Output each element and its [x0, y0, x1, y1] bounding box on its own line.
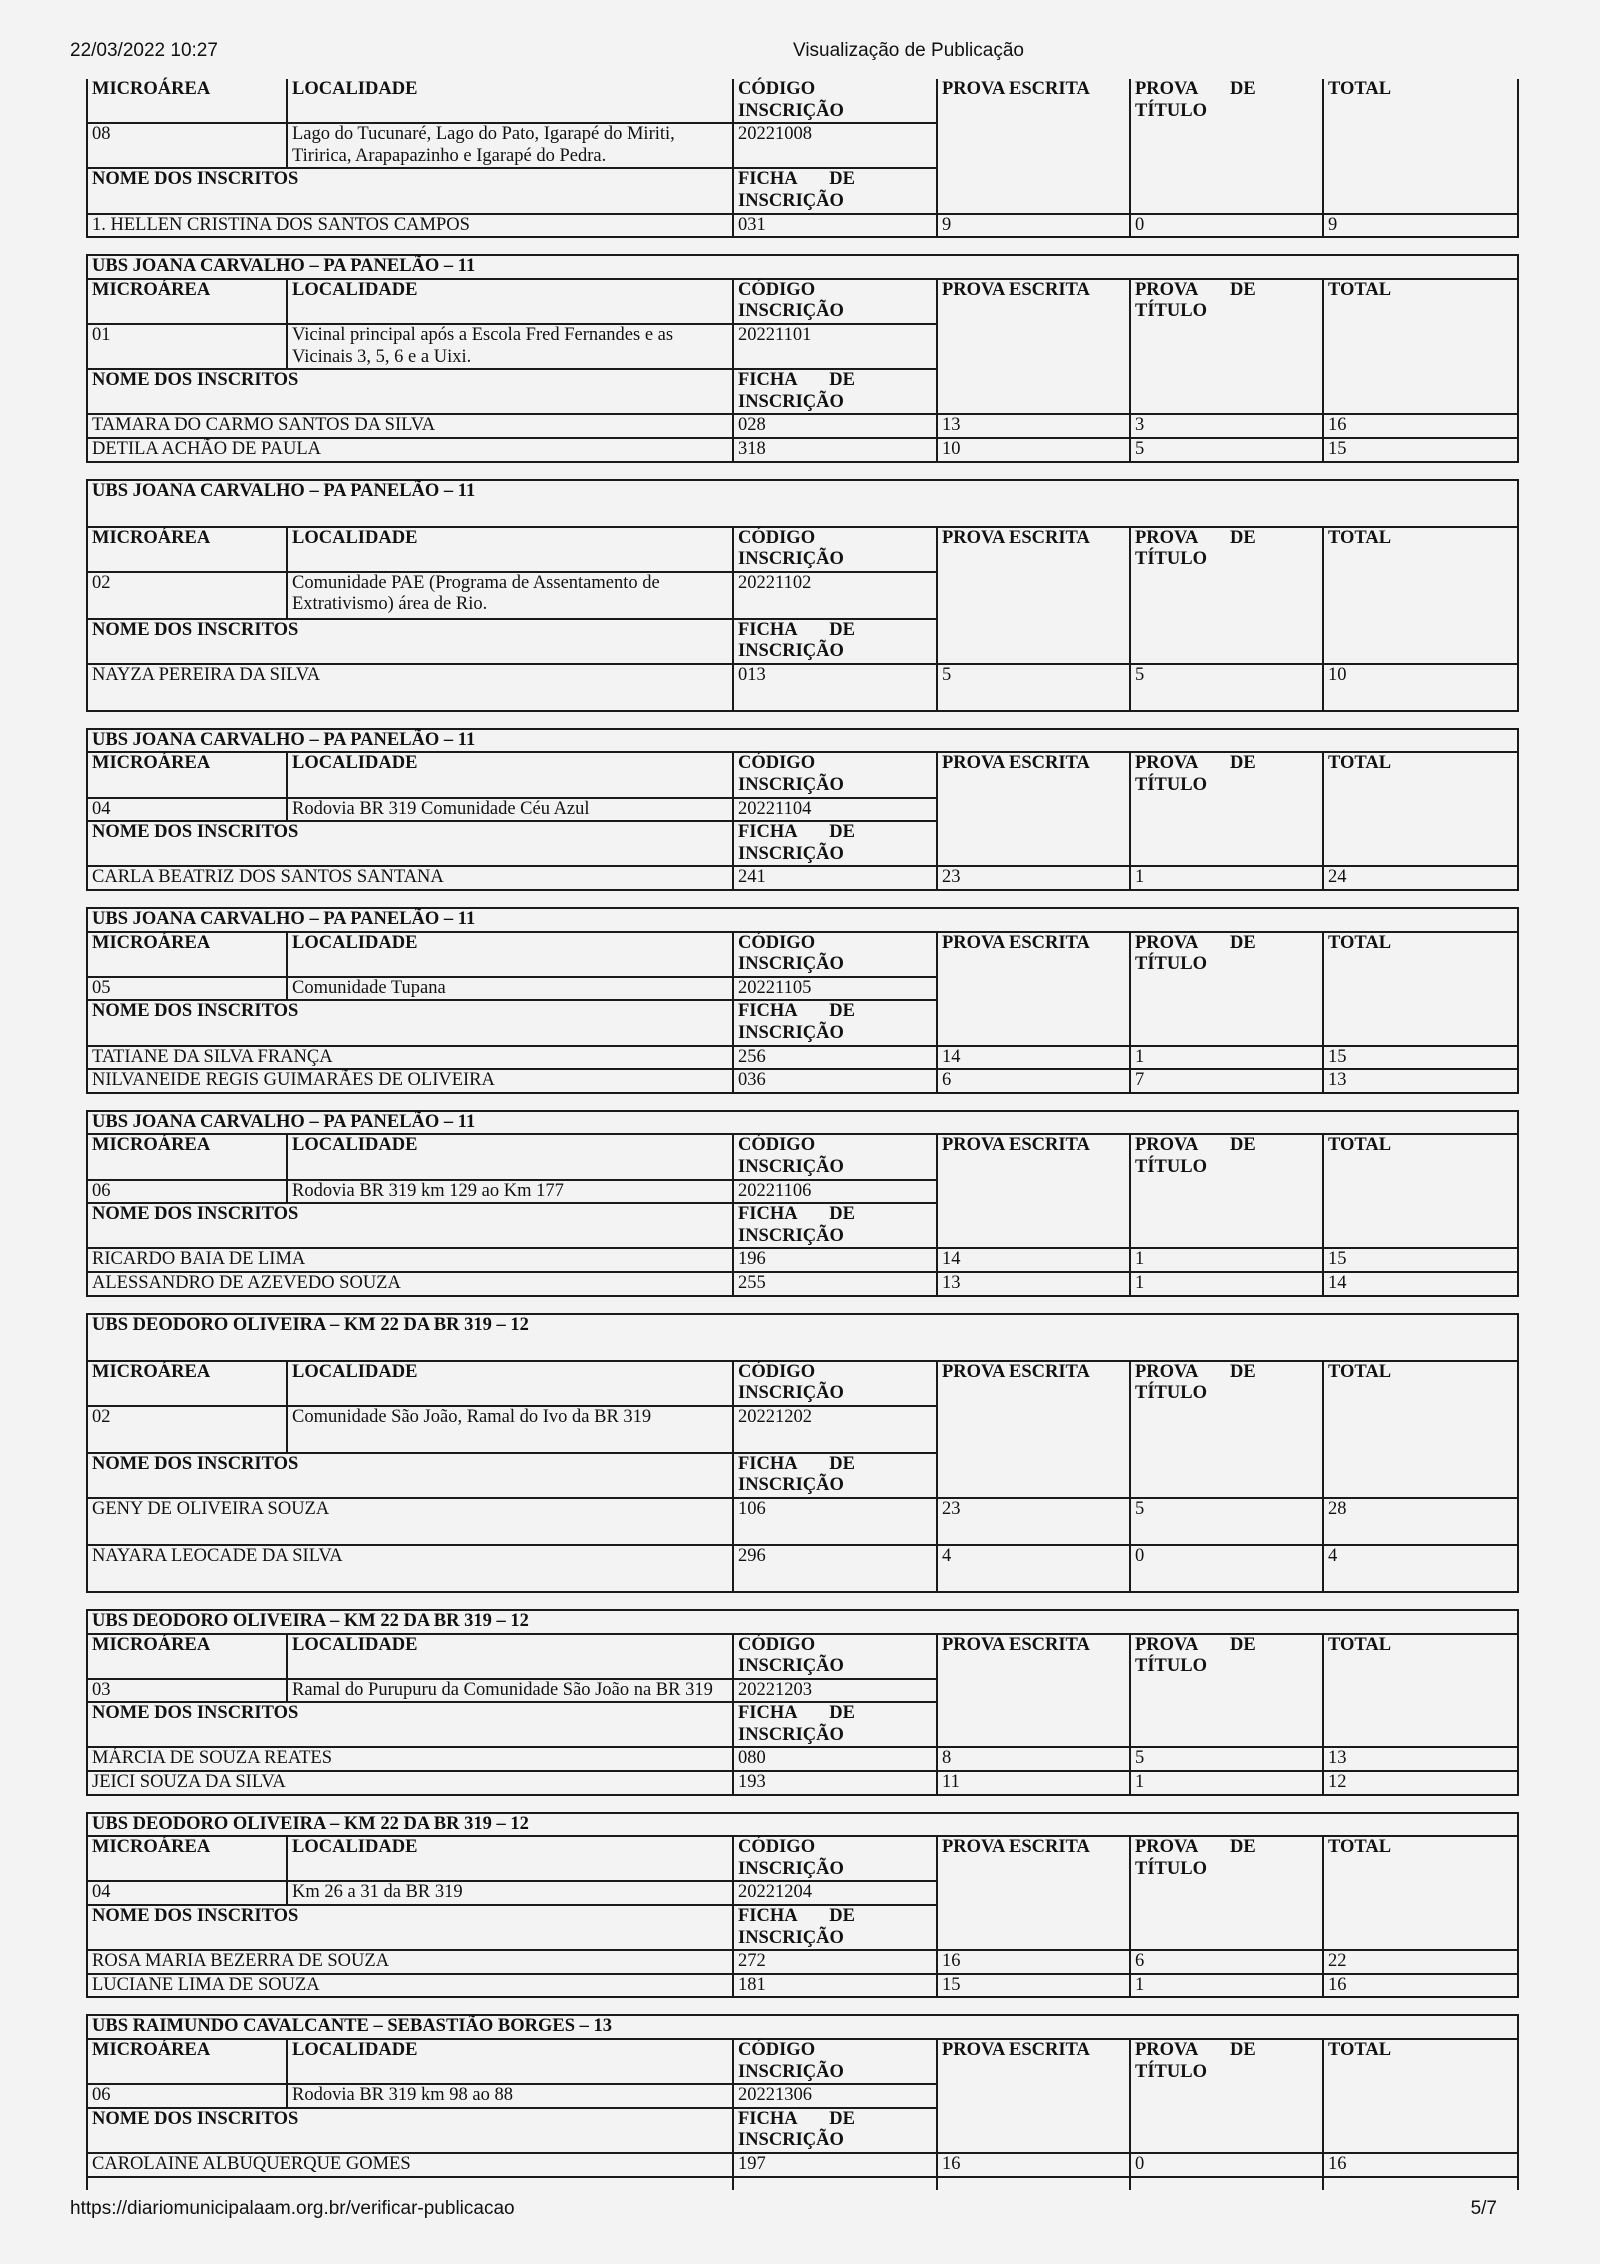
header-localidade: LOCALIDADE [287, 932, 733, 977]
column-header-row [87, 752, 1518, 797]
total-value: 28 [1323, 1498, 1518, 1545]
header-nome: NOME DOS INSCRITOS [87, 1000, 733, 1045]
ficha-value: 106 [733, 1498, 937, 1545]
header-total: TOTAL [1323, 752, 1518, 866]
results-document [86, 79, 1517, 2190]
prova-titulo-value: 0 [1130, 214, 1323, 238]
column-header-row [87, 1134, 1518, 1179]
ubs-title: UBS JOANA CARVALHO – PA PANELÃO – 11 [87, 480, 1518, 527]
table-row [87, 414, 1518, 438]
codigo-value: 20221203 [733, 1679, 937, 1703]
header-ficha: FICHA DE INSCRIÇÃO [733, 2108, 937, 2153]
prova-escrita-value: 8 [937, 1747, 1130, 1771]
codigo-value: 20221104 [733, 798, 937, 822]
total-value: 15 [1323, 1046, 1518, 1070]
column-header-row [87, 1361, 1518, 1406]
candidate-name: LUCIANE LIMA DE SOUZA [87, 1974, 733, 1998]
prova-titulo-value: 1 [1130, 1272, 1323, 1296]
header-microarea: MICROÁREA [87, 527, 287, 572]
prova-titulo-value: 1 [1130, 1771, 1323, 1795]
candidate-name: NAYARA LEOCADE DA SILVA [87, 1545, 733, 1592]
candidate-name: 1. HELLEN CRISTINA DOS SANTOS CAMPOS [87, 214, 733, 238]
prova-titulo-value: 1 [1130, 866, 1323, 890]
total-value: 10 [1323, 664, 1518, 711]
header-codigo: CÓDIGO INSCRIÇÃO [733, 932, 937, 977]
header-ficha: FICHA DE INSCRIÇÃO [733, 1453, 937, 1498]
ficha-value: 036 [733, 1069, 937, 1093]
page-number: 5/7 [1470, 2198, 1497, 2219]
ficha-value: 318 [733, 438, 937, 462]
ficha-value: 080 [733, 1747, 937, 1771]
ficha-value: 031 [733, 214, 937, 238]
candidate-name: GENY DE OLIVEIRA SOUZA [87, 1498, 733, 1545]
localidade-value: Ramal do Purupuru da Comunidade São João na BR 319 [287, 1679, 733, 1703]
table-row [87, 1974, 1518, 1998]
ubs-block [86, 79, 1519, 238]
header-prova-titulo: PROVA DE TÍTULO [1130, 752, 1323, 866]
header-localidade: LOCALIDADE [287, 752, 733, 797]
prova-titulo-value: 6 [1130, 1950, 1323, 1974]
codigo-value: 20221102 [733, 572, 937, 619]
total-value: 15 [1323, 438, 1518, 462]
microarea-value: 02 [87, 572, 287, 619]
ubs-title: UBS JOANA CARVALHO – PA PANELÃO – 11 [87, 1111, 1518, 1135]
ubs-block [86, 1110, 1519, 1297]
header-ficha: FICHA DE INSCRIÇÃO [733, 168, 937, 213]
microarea-value: 05 [87, 977, 287, 1001]
microarea-value: 04 [87, 1881, 287, 1905]
header-localidade: LOCALIDADE [287, 2039, 733, 2084]
prova-titulo-value: 5 [1130, 664, 1323, 711]
prova-titulo-value: 7 [1130, 1069, 1323, 1093]
page-title: Visualização de Publicação [793, 40, 1024, 61]
header-microarea: MICROÁREA [87, 932, 287, 977]
header-nome: NOME DOS INSCRITOS [87, 369, 733, 414]
ubs-title: UBS DEODORO OLIVEIRA – KM 22 DA BR 319 – 12 [87, 1813, 1518, 1837]
header-ficha: FICHA DE INSCRIÇÃO [733, 369, 937, 414]
total-value: 13 [1323, 1069, 1518, 1093]
header-prova-titulo: PROVA DE TÍTULO [1130, 2039, 1323, 2153]
header-localidade: LOCALIDADE [287, 279, 733, 324]
candidate-name: MÁRCIA DE SOUZA REATES [87, 1747, 733, 1771]
block-title-row [87, 1610, 1518, 1634]
prova-titulo-value: 5 [1130, 1498, 1323, 1545]
block-title-row [87, 1813, 1518, 1837]
header-localidade: LOCALIDADE [287, 527, 733, 572]
table-row [87, 1272, 1518, 1296]
microarea-value: 04 [87, 798, 287, 822]
column-header-row [87, 279, 1518, 324]
header-prova-titulo: PROVA DE TÍTULO [1130, 1634, 1323, 1748]
header-prova-escrita: PROVA ESCRITA [937, 527, 1130, 664]
ficha-value: 193 [733, 1771, 937, 1795]
localidade-value: Km 26 a 31 da BR 319 [287, 1881, 733, 1905]
prova-titulo-value: 5 [1130, 438, 1323, 462]
ubs-title: UBS DEODORO OLIVEIRA – KM 22 DA BR 319 – 12 [87, 1314, 1518, 1361]
header-total: TOTAL [1323, 1836, 1518, 1950]
header-localidade: LOCALIDADE [287, 1134, 733, 1179]
header-codigo: CÓDIGO INSCRIÇÃO [733, 527, 937, 572]
column-header-row [87, 932, 1518, 977]
header-codigo: CÓDIGO INSCRIÇÃO [733, 1634, 937, 1679]
header-ficha: FICHA DE INSCRIÇÃO [733, 1905, 937, 1950]
prova-titulo-value: 1 [1130, 1248, 1323, 1272]
codigo-value: 20221204 [733, 1881, 937, 1905]
ubs-title: UBS JOANA CARVALHO – PA PANELÃO – 11 [87, 729, 1518, 753]
block-title-row [87, 729, 1518, 753]
candidate-name: JEICI SOUZA DA SILVA [87, 1771, 733, 1795]
table-row [87, 1545, 1518, 1592]
header-localidade: LOCALIDADE [287, 79, 733, 123]
header-total: TOTAL [1323, 1134, 1518, 1248]
prova-titulo-value: 1 [1130, 1046, 1323, 1070]
ficha-value: 255 [733, 1272, 937, 1296]
candidate-name: DETILA ACHÃO DE PAULA [87, 438, 733, 462]
ubs-title: UBS JOANA CARVALHO – PA PANELÃO – 11 [87, 255, 1518, 279]
header-prova-titulo: PROVA DE TÍTULO [1130, 1361, 1323, 1498]
header-prova-titulo: PROVA DE TÍTULO [1130, 527, 1323, 664]
microarea-value: 03 [87, 1679, 287, 1703]
ficha-value: 197 [733, 2153, 937, 2177]
header-nome: NOME DOS INSCRITOS [87, 821, 733, 866]
header-nome: NOME DOS INSCRITOS [87, 168, 733, 213]
header-prova-escrita: PROVA ESCRITA [937, 932, 1130, 1046]
header-total: TOTAL [1323, 527, 1518, 664]
prova-titulo-value: 1 [1130, 1974, 1323, 1998]
codigo-value: 20221101 [733, 324, 937, 369]
column-header-row [87, 2039, 1518, 2084]
header-codigo: CÓDIGO INSCRIÇÃO [733, 1361, 937, 1406]
header-nome: NOME DOS INSCRITOS [87, 1905, 733, 1950]
column-header-row [87, 1836, 1518, 1881]
candidate-name: ROSA MARIA BEZERRA DE SOUZA [87, 1950, 733, 1974]
ficha-value: 028 [733, 414, 937, 438]
table-row [87, 1248, 1518, 1272]
codigo-value: 20221008 [733, 123, 937, 168]
localidade-value: Rodovia BR 319 Comunidade Céu Azul [287, 798, 733, 822]
table-row [87, 1950, 1518, 1974]
header-prova-escrita: PROVA ESCRITA [937, 79, 1130, 214]
header-prova-escrita: PROVA ESCRITA [937, 279, 1130, 415]
prova-escrita-value: 6 [937, 1069, 1130, 1093]
ficha-value: 256 [733, 1046, 937, 1070]
table-row [87, 2153, 1518, 2177]
footer-url[interactable]: https://diariomunicipalaam.org.br/verificar-publicacao [70, 2198, 515, 2219]
total-value: 16 [1323, 414, 1518, 438]
header-prova-titulo: PROVA DE TÍTULO [1130, 1836, 1323, 1950]
prova-escrita-value: 14 [937, 1248, 1130, 1272]
ubs-title: UBS DEODORO OLIVEIRA – KM 22 DA BR 319 – 12 [87, 1610, 1518, 1634]
column-header-row [87, 1634, 1518, 1679]
prova-titulo-value: 0 [1130, 2153, 1323, 2177]
localidade-value: Comunidade PAE (Programa de Assentamento de Extrativismo) área de Rio. [287, 572, 733, 619]
block-title-row [87, 1111, 1518, 1135]
codigo-value: 20221306 [733, 2084, 937, 2108]
header-microarea: MICROÁREA [87, 79, 287, 123]
header-microarea: MICROÁREA [87, 1634, 287, 1679]
table-row [87, 664, 1518, 711]
total-value: 16 [1323, 1974, 1518, 1998]
header-microarea: MICROÁREA [87, 1134, 287, 1179]
total-value: 22 [1323, 1950, 1518, 1974]
header-prova-escrita: PROVA ESCRITA [937, 1361, 1130, 1498]
header-prova-escrita: PROVA ESCRITA [937, 1634, 1130, 1748]
total-value: 13 [1323, 1747, 1518, 1771]
header-prova-escrita: PROVA ESCRITA [937, 752, 1130, 866]
candidate-name: CARLA BEATRIZ DOS SANTOS SANTANA [87, 866, 733, 890]
header-nome: NOME DOS INSCRITOS [87, 2108, 733, 2153]
header-nome: NOME DOS INSCRITOS [87, 619, 733, 664]
header-codigo: CÓDIGO INSCRIÇÃO [733, 79, 937, 123]
microarea-value: 01 [87, 324, 287, 369]
total-value: 12 [1323, 1771, 1518, 1795]
ficha-value: 241 [733, 866, 937, 890]
candidate-name: NAYZA PEREIRA DA SILVA [87, 664, 733, 711]
header-microarea: MICROÁREA [87, 2039, 287, 2084]
header-ficha: FICHA DE INSCRIÇÃO [733, 1702, 937, 1747]
prova-escrita-value: 13 [937, 1272, 1130, 1296]
total-value: 14 [1323, 1272, 1518, 1296]
header-codigo: CÓDIGO INSCRIÇÃO [733, 279, 937, 324]
total-value: 4 [1323, 1545, 1518, 1592]
total-value: 24 [1323, 866, 1518, 890]
table-row [87, 1771, 1518, 1795]
table-row [87, 866, 1518, 890]
localidade-value: Comunidade Tupana [287, 977, 733, 1001]
print-datetime: 22/03/2022 10:27 [70, 40, 218, 61]
table-row [87, 1747, 1518, 1771]
header-total: TOTAL [1323, 932, 1518, 1046]
ficha-value: 272 [733, 1950, 937, 1974]
candidate-name: TATIANE DA SILVA FRANÇA [87, 1046, 733, 1070]
header-prova-escrita: PROVA ESCRITA [937, 1836, 1130, 1950]
ubs-block [86, 1313, 1519, 1593]
header-microarea: MICROÁREA [87, 279, 287, 324]
prova-titulo-value: 5 [1130, 1747, 1323, 1771]
header-total: TOTAL [1323, 1634, 1518, 1748]
total-value: 9 [1323, 214, 1518, 238]
ubs-block [86, 479, 1519, 712]
ubs-title: UBS RAIMUNDO CAVALCANTE – SEBASTIÃO BORGES – 13 [87, 2015, 1518, 2039]
header-localidade: LOCALIDADE [287, 1836, 733, 1881]
ubs-block [86, 254, 1519, 462]
prova-escrita-value: 23 [937, 1498, 1130, 1545]
candidate-name: TAMARA DO CARMO SANTOS DA SILVA [87, 414, 733, 438]
header-codigo: CÓDIGO INSCRIÇÃO [733, 752, 937, 797]
ubs-title: UBS JOANA CARVALHO – PA PANELÃO – 11 [87, 908, 1518, 932]
ubs-block [86, 2014, 1519, 2189]
ubs-block [86, 907, 1519, 1094]
block-title-row [87, 480, 1518, 527]
table-row [87, 1498, 1518, 1545]
ficha-value: 013 [733, 664, 937, 711]
header-nome: NOME DOS INSCRITOS [87, 1702, 733, 1747]
header-microarea: MICROÁREA [87, 752, 287, 797]
prova-escrita-value: 16 [937, 2153, 1130, 2177]
header-total: TOTAL [1323, 279, 1518, 415]
header-prova-titulo: PROVA DE TÍTULO [1130, 1134, 1323, 1248]
candidate-name: NILVANEIDE REGIS GUIMARÃES DE OLIVEIRA [87, 1069, 733, 1093]
column-header-row [87, 527, 1518, 572]
ubs-block [86, 1609, 1519, 1796]
prova-escrita-value: 11 [937, 1771, 1130, 1795]
prova-escrita-value: 13 [937, 414, 1130, 438]
header-codigo: CÓDIGO INSCRIÇÃO [733, 1134, 937, 1179]
microarea-value: 08 [87, 123, 287, 168]
header-total: TOTAL [1323, 2039, 1518, 2153]
prova-escrita-value: 9 [937, 214, 1130, 238]
candidate-name: CAROLAINE ALBUQUERQUE GOMES [87, 2153, 733, 2177]
column-header-row [87, 79, 1518, 123]
header-ficha: FICHA DE INSCRIÇÃO [733, 821, 937, 866]
header-codigo: CÓDIGO INSCRIÇÃO [733, 1836, 937, 1881]
header-nome: NOME DOS INSCRITOS [87, 1203, 733, 1248]
header-prova-escrita: PROVA ESCRITA [937, 1134, 1130, 1248]
ficha-value: 296 [733, 1545, 937, 1592]
block-title-row [87, 2015, 1518, 2039]
localidade-value: Comunidade São João, Ramal do Ivo da BR 319 [287, 1406, 733, 1453]
codigo-value: 20221105 [733, 977, 937, 1001]
table-row [87, 214, 1518, 238]
header-prova-titulo: PROVA DE TÍTULO [1130, 79, 1323, 214]
table-row [87, 1046, 1518, 1070]
prova-escrita-value: 10 [937, 438, 1130, 462]
header-microarea: MICROÁREA [87, 1361, 287, 1406]
header-nome: NOME DOS INSCRITOS [87, 1453, 733, 1498]
microarea-value: 02 [87, 1406, 287, 1453]
ficha-value: 196 [733, 1248, 937, 1272]
header-total: TOTAL [1323, 1361, 1518, 1498]
header-microarea: MICROÁREA [87, 1836, 287, 1881]
header-ficha: FICHA DE INSCRIÇÃO [733, 619, 937, 664]
header-localidade: LOCALIDADE [287, 1634, 733, 1679]
microarea-value: 06 [87, 2084, 287, 2108]
localidade-value: Rodovia BR 319 km 98 ao 88 [287, 2084, 733, 2108]
candidate-name: ALESSANDRO DE AZEVEDO SOUZA [87, 1272, 733, 1296]
header-total: TOTAL [1323, 79, 1518, 214]
header-ficha: FICHA DE INSCRIÇÃO [733, 1203, 937, 1248]
header-prova-titulo: PROVA DE TÍTULO [1130, 932, 1323, 1046]
candidate-name: RICARDO BAIA DE LIMA [87, 1248, 733, 1272]
prova-escrita-value: 4 [937, 1545, 1130, 1592]
ubs-block [86, 728, 1519, 891]
header-localidade: LOCALIDADE [287, 1361, 733, 1406]
block-title-row [87, 1314, 1518, 1361]
block-title-row [87, 255, 1518, 279]
continued-row [87, 2177, 1518, 2190]
block-title-row [87, 908, 1518, 932]
total-value: 15 [1323, 1248, 1518, 1272]
header-prova-escrita: PROVA ESCRITA [937, 2039, 1130, 2153]
prova-escrita-value: 23 [937, 866, 1130, 890]
header-prova-titulo: PROVA DE TÍTULO [1130, 279, 1323, 415]
codigo-value: 20221106 [733, 1180, 937, 1204]
header-codigo: CÓDIGO INSCRIÇÃO [733, 2039, 937, 2084]
header-ficha: FICHA DE INSCRIÇÃO [733, 1000, 937, 1045]
prova-escrita-value: 5 [937, 664, 1130, 711]
localidade-value: Vicinal principal após a Escola Fred Fernandes e as Vicinais 3, 5, 6 e a Uixi. [287, 324, 733, 369]
localidade-value: Rodovia BR 319 km 129 ao Km 177 [287, 1180, 733, 1204]
localidade-value: Lago do Tucunaré, Lago do Pato, Igarapé do Miriti, Tiririca, Arapapazinho e Igarapé do Pedra. [287, 123, 733, 168]
prova-escrita-value: 15 [937, 1974, 1130, 1998]
ubs-block [86, 1812, 1519, 1999]
table-row [87, 438, 1518, 462]
prova-escrita-value: 14 [937, 1046, 1130, 1070]
prova-titulo-value: 0 [1130, 1545, 1323, 1592]
prova-titulo-value: 3 [1130, 414, 1323, 438]
prova-escrita-value: 16 [937, 1950, 1130, 1974]
table-row [87, 1069, 1518, 1093]
ficha-value: 181 [733, 1974, 937, 1998]
microarea-value: 06 [87, 1180, 287, 1204]
total-value: 16 [1323, 2153, 1518, 2177]
codigo-value: 20221202 [733, 1406, 937, 1453]
